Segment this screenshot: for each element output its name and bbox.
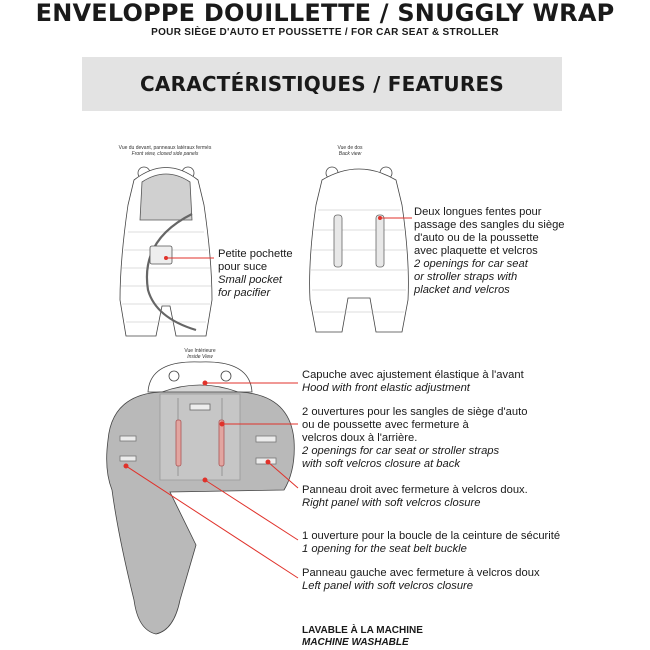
callout-right-panel <box>302 484 528 510</box>
front-view-illustration <box>120 167 212 336</box>
back-view-illustration <box>310 167 409 332</box>
callout-left-panel <box>302 567 540 593</box>
callout-pocket-fr-1: Petite pochette <box>218 248 293 260</box>
callout-left-panel-en: Left panel with soft velcros closure <box>302 580 474 592</box>
callout-pocket-en-2: for pacifier <box>218 287 271 299</box>
inside-view-caption-fr: Vue Intérieure <box>184 348 216 354</box>
callout-strap-fr-2: ou de poussette avec fermeture à <box>302 419 469 431</box>
washable-en: MACHINE WASHABLE <box>302 637 409 648</box>
callout-back-fr-1: Deux longues fentes pour <box>414 206 542 218</box>
front-view-caption-fr: Vue du devant, panneaux latéraux fermés <box>118 145 212 151</box>
back-view-caption-en: Back view <box>338 151 362 157</box>
callout-back-en-2: or stroller straps with <box>414 271 518 283</box>
callout-buckle-fr: 1 ouverture pour la boucle de la ceinture de sécurité <box>302 530 561 542</box>
callout-buckle <box>302 530 560 556</box>
inside-view-caption-en: Inside View <box>187 354 213 360</box>
callout-strap-fr-3: velcros doux à l'arrière. <box>302 432 418 444</box>
washable-note <box>302 625 423 649</box>
callout-hood-fr: Capuche avec ajustement élastique à l'avant <box>302 369 524 381</box>
inside-view-illustration <box>107 362 295 634</box>
callout-pocket <box>218 248 293 300</box>
callout-left-panel-fr: Panneau gauche avec fermeture à velcros doux <box>302 567 540 579</box>
callout-pocket-fr-2: pour suce <box>218 261 268 273</box>
callout-strap-fr-1: 2 ouvertures pour les sangles de siège d'auto <box>302 406 528 418</box>
callout-back-fr-4: avec plaquette et velcros <box>414 245 538 257</box>
callout-back-en-3: placket and velcros <box>414 284 510 296</box>
washable-fr: LAVABLE À LA MACHINE <box>302 625 423 636</box>
callout-hood <box>302 369 524 395</box>
callout-back-en-1: 2 openings for car seat <box>414 258 528 270</box>
callout-back-fr-3: d'auto ou de la poussette <box>414 232 539 244</box>
back-view-caption-fr: Vue de dos <box>337 145 363 151</box>
callout-strap-en-2: with soft velcros closure at back <box>302 458 460 470</box>
page-title: ENVELOPPE DOUILLETTE / SNUGGLY WRAP <box>35 0 615 27</box>
front-view-caption-en: Front view, closed side panels <box>131 151 199 157</box>
features-heading: CARACTÉRISTIQUES / FEATURES <box>140 72 504 96</box>
page-subtitle: POUR SIÈGE D'AUTO ET POUSSETTE / FOR CAR SEAT & STROLLER <box>151 27 499 38</box>
callout-pocket-en-1: Small pocket <box>218 274 283 286</box>
callout-buckle-en: 1 opening for the seat belt buckle <box>302 543 467 555</box>
callout-right-panel-en: Right panel with soft velcros closure <box>302 497 481 509</box>
callout-strap-en-1: 2 openings for car seat or stroller straps <box>302 445 500 457</box>
callout-back-fr-2: passage des sangles du siège <box>414 219 565 231</box>
callout-hood-en: Hood with front elastic adjustment <box>302 382 470 394</box>
callout-back-openings <box>414 206 565 297</box>
callout-strap-openings <box>302 406 527 471</box>
callout-right-panel-fr: Panneau droit avec fermeture à velcros doux. <box>302 484 528 496</box>
